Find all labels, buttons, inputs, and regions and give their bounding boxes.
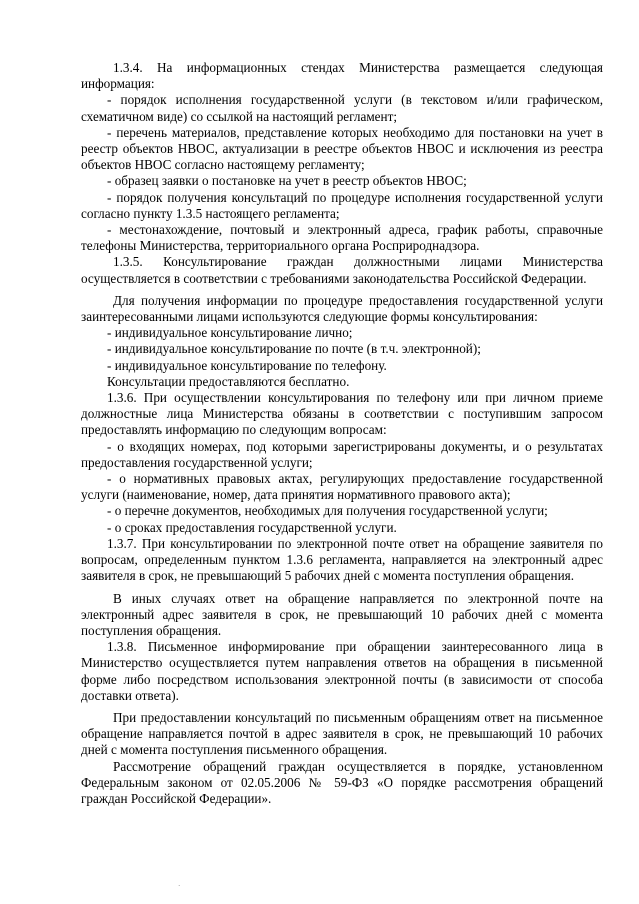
list-item: - о перечне документов, необходимых для получения государственной услуги; — [107, 503, 548, 519]
list-item: - о нормативных правовых актах, регулирующих предоставление государственной услуги (наименование, номер, дата принятия нормативного правового акта); — [81, 471, 603, 503]
list-item: - порядок получения консультаций по процедуре исполнения государственной услуги согласно пункту 1.3.5 настоящего регламента; — [81, 189, 603, 221]
list-item: - индивидуальное консультирование по почте (в т.ч. электронной); — [107, 341, 481, 357]
paragraph-email-other-cases: В иных случаях ответ на обращение направляется по электронной почте на электронный адрес заявителя в срок, не превышающий 10 рабочих дней с момента поступления обращения. — [81, 590, 603, 638]
paragraph-1-3-5: 1.3.5. Консультирование граждан должностными лицами Министерства осуществляется в соответствии с требованиями законодательства Российской Федерации. — [81, 254, 603, 286]
list-item: - о сроках предоставления государственной услуги. — [107, 519, 397, 535]
paragraph-1-3-8: 1.3.8. Письменное информирование при обращении заинтересованного лица в Министерство осуществляется путем направления ответов на обращения в письменной форме либо посредством использования электронной почты (в зависимости от способа доставки ответа). — [81, 639, 603, 703]
list-item: - индивидуальное консультирование лично; — [107, 325, 353, 341]
paragraph-citizens-appeals: Рассмотрение обращений граждан осуществляется в порядке, установленном Федеральным законом от 02.05.2006 № 59-ФЗ «О порядке рассмотрения обращений граждан Российской Федерации». — [81, 758, 603, 806]
paragraph-consultation-forms: Для получения информации по процедуре предоставления государственной услуги заинтересованными лицами используются следующие формы консультирования: — [81, 292, 603, 325]
paragraph-1-3-7: 1.3.7. При консультировании по электронной почте ответ на обращение заявителя по вопросам, определенным пунктом 1.3.6 регламента, направляется на электронный адрес заявителя в срок, не превышающий 5 рабочих дней с момента поступления обращения. — [81, 535, 603, 584]
paragraph-1-3-6: 1.3.6. При осуществлении консультирования по телефону или при личном приеме должностные лица Министерства обязаны в соответствии с поступившим запросом предоставлять информацию по следующим вопросам: — [81, 390, 603, 438]
paragraph-free-consultation: Консультации предоставляются бесплатно. — [107, 373, 350, 389]
paragraph-written-consultations: При предоставлении консультаций по письменным обращениям ответ на письменное обращение направляется почтой в адрес заявителя в срок, не превышающий 10 рабочих дней с момента поступления письменного обращения. — [81, 709, 603, 758]
list-item: - образец заявки о постановке на учет в реестр объектов НВОС; — [107, 173, 467, 189]
list-item: - о входящих номерах, под которыми зарегистрированы документы, и о результатах предоставления государственной услуги; — [81, 438, 603, 470]
paragraph-1-3-4: 1.3.4. На информационных стендах Министерства размещается следующая информация: — [81, 60, 603, 92]
list-item: - индивидуальное консультирование по телефону. — [107, 357, 387, 373]
list-item: - порядок исполнения государственной услуги (в текстовом и/или графическом, схематичном виде) со ссылкой на настоящий регламент; — [81, 92, 603, 124]
list-item: - местонахождение, почтовый и электронный адреса, график работы, справочные телефоны Министерства, территориального органа Росприроднадзора. — [81, 222, 603, 254]
scan-dot: · — [178, 882, 181, 890]
list-item: - перечень материалов, представление которых необходимо для постановки на учет в реестр объектов НВОС, актуализации в реестре объектов НВОС и исключения из реестра объектов НВОС согласно настоящему регламенту; — [81, 124, 603, 173]
document-body — [81, 60, 603, 807]
